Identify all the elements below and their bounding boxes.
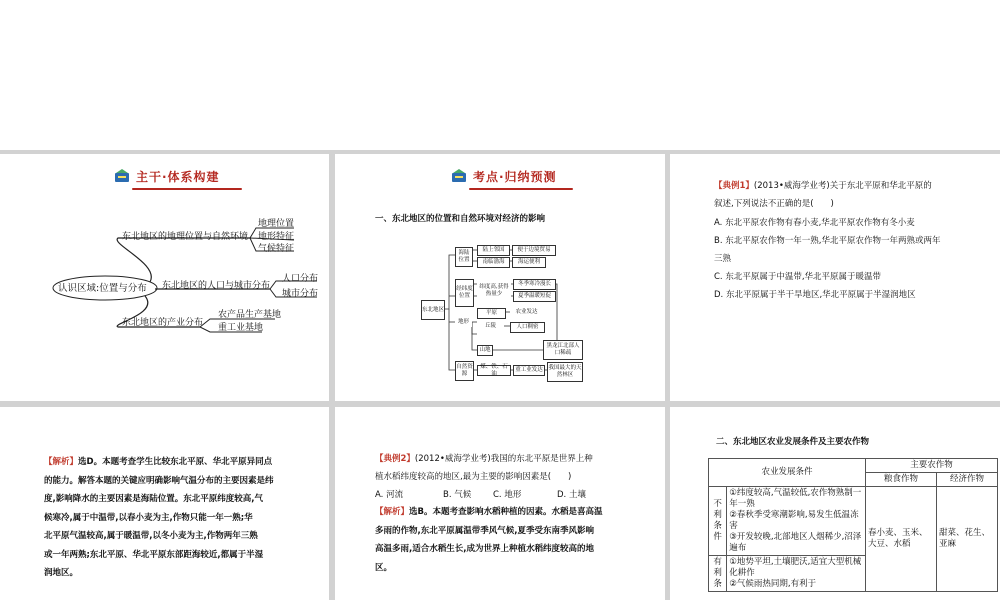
mind-map-lines (0, 154, 329, 401)
row-label-favorable: 有利条 (709, 556, 727, 592)
unfavorable-conditions (727, 487, 866, 556)
sub-label: 地理位置 (258, 219, 295, 229)
diagram-node: 煤、铁、石油 (477, 365, 511, 376)
sub-label: 农产品生产基地 (218, 310, 282, 320)
question-text: 关于东北平原和华北平原的 (829, 181, 932, 191)
example-tag: 【典例2】 (375, 454, 415, 464)
analysis-tag: 【解析】 (375, 507, 410, 517)
diagram-node: 夏季温暖短促 (513, 291, 556, 302)
diagram-node: 纬度高,获得热量少 (477, 278, 511, 304)
branch-label-geography: 东北地区的地理位置与自然环境 (122, 232, 249, 242)
option-b[interactable]: B. 气候 (443, 490, 472, 500)
diagram-node: 经纬度位置 (455, 279, 474, 307)
slide-thumbnail-1[interactable] (0, 154, 329, 401)
header-crops: 主要农作物 (866, 459, 998, 473)
diagram-node: 丘陵 (477, 322, 504, 331)
header-condition: 农业发展条件 (709, 459, 866, 487)
question-text: 我国的东北平原是世界上种 (490, 454, 593, 464)
analysis-line: 区。 (375, 562, 393, 573)
question-header (375, 453, 593, 466)
condition-item: ①地势平坦,土壤肥沃,适宜大型机械化耕作 (729, 557, 862, 578)
diagram-node: 重工业发达 (513, 365, 545, 376)
option-d[interactable]: D. 土壤 (557, 490, 586, 500)
option-a[interactable]: A. 东北平原农作物有春小麦,华北平原农作物有冬小麦 (714, 218, 915, 228)
diagram-node: 自然资源 (455, 361, 474, 381)
diagram-node: 农业发达 (510, 308, 543, 317)
question-text-line2: 植水稻纬度较高的地区,最为主要的影响因素是( ) (375, 472, 572, 482)
slide-thumbnail-3[interactable] (670, 154, 1000, 401)
analysis-paragraph (44, 453, 324, 583)
branch-label-population: 东北地区的人口与城市分布 (162, 281, 271, 291)
diagram-node: 南临渤海 (477, 257, 510, 268)
banner-title: 考点·归纳预测 (473, 169, 557, 184)
sub-label: 地形特征 (258, 232, 295, 242)
diagram-node: 山地 (477, 345, 493, 356)
example-tag: 【典例1】 (714, 181, 754, 191)
section-heading: 二、东北地区农业发展条件及主要农作物 (716, 437, 870, 447)
condition-item: ①纬度较高,气温较低,农作物熟制一年一熟 (729, 488, 862, 509)
analysis-line: 或一年两熟;东北平原、华北平原东部距海较近,都属于半湿 (44, 549, 264, 560)
cash-crops: 甜菜、花生、亚麻 (937, 487, 998, 592)
mind-map-center: 认识区域:位置与分布 (58, 283, 147, 294)
diagram-node: 地形 (455, 317, 472, 327)
analysis-paragraph (375, 503, 660, 577)
header-grain: 粮食作物 (866, 473, 937, 487)
section-heading: 一、东北地区的位置和自然环境对经济的影响 (375, 214, 546, 224)
diagram-node: 海运便利 (512, 257, 546, 268)
grain-crops: 春小麦、玉米、大豆、水稻 (866, 487, 937, 592)
diagram-node: 平原 (477, 308, 506, 319)
question-source: (2013•威海学业考) (753, 181, 830, 191)
option-c[interactable]: C. 东北平原属于中温带,华北平原属于暖温带 (714, 272, 882, 282)
option-d[interactable]: D. 东北平原属于半干旱地区,华北平原属于半湿润地区 (714, 290, 916, 300)
sub-label: 人口分布 (282, 274, 319, 284)
slide-thumbnail-5[interactable] (335, 407, 665, 600)
condition-item: ②气候雨热同期,有利于 (729, 579, 817, 589)
crops-table (708, 458, 998, 592)
condition-item: ②春秋季受寒潮影响,易发生低温冻害 (729, 510, 859, 531)
option-b-cont: 三熟 (714, 254, 732, 264)
question-source: (2012•威海学业考) (414, 454, 491, 464)
option-a[interactable]: A. 河流 (375, 490, 404, 500)
diagram-node: 黑龙江北部人口稀疏 (543, 340, 583, 360)
header-cash: 经济作物 (937, 473, 998, 487)
diagram-node: 我国最大的天然林区 (547, 362, 583, 382)
sub-label: 城市分布 (282, 289, 319, 299)
branch-label-industry: 东北地区的产业分布 (122, 318, 204, 328)
analysis-line: 度,影响降水的主要因素是海陆位置。东北平原纬度较高,气 (44, 494, 263, 504)
slide-thumbnail-6[interactable] (670, 407, 1000, 600)
analysis-line: 高温多雨,适合水稻生长,成为世界上种植水稻纬度较高的地 (375, 544, 594, 554)
analysis-line: 选D。本题考查学生比较东北平原、华北平原异同点 (78, 457, 273, 467)
analysis-line: 选B。本题考查影响水稻种植的因素。水稻是喜高温 (409, 507, 603, 517)
diagram-node: 便于边境贸易 (512, 245, 556, 256)
question-text-line2: 叙述,下列说法不正确的是( ) (714, 199, 834, 209)
row-label-unfavorable: 不利条件 (709, 487, 727, 556)
analysis-line: 候寒冷,属于中温带,以春小麦为主,作物只能一年一熟;华 (44, 512, 253, 523)
analysis-line: 多雨的作物,东北平原属温带季风气候,夏季受东南季风影响 (375, 525, 594, 536)
analysis-line: 北平原气温较高,属于暖温带,以冬小麦为主,作物两年三熟 (44, 531, 258, 541)
diagram-node: 陆上邻国 (477, 245, 510, 256)
analysis-line: 的能力。解答本题的关键应明确影响气温分布的主要因素是纬 (44, 475, 274, 486)
analysis-line: 润地区。 (44, 568, 79, 578)
sub-label: 气候特征 (258, 244, 295, 254)
option-b[interactable]: B. 东北平原农作物一年一熟,华北平原农作物一年两熟或两年 (714, 236, 941, 246)
slide-thumbnail-4[interactable] (0, 407, 329, 600)
favorable-conditions (727, 556, 866, 592)
question-header (714, 180, 932, 193)
condition-item: ③开发较晚,北部地区人烟稀少,沼泽遍布 (729, 532, 862, 553)
sub-label: 重工业基地 (218, 323, 264, 333)
diagram-node: 冬季寒冷漫长 (513, 279, 556, 290)
diagram-node: 人口稠密 (510, 322, 545, 333)
option-c[interactable]: C. 地形 (493, 490, 522, 500)
banner-title: 主干·体系构建 (136, 169, 220, 184)
diagram-node: 海陆位置 (455, 247, 473, 267)
slide-thumbnail-2[interactable] (335, 154, 665, 401)
analysis-tag: 【解析】 (44, 457, 79, 467)
diagram-root: 东北地区 (421, 300, 445, 320)
blank-top-area (0, 0, 1000, 150)
